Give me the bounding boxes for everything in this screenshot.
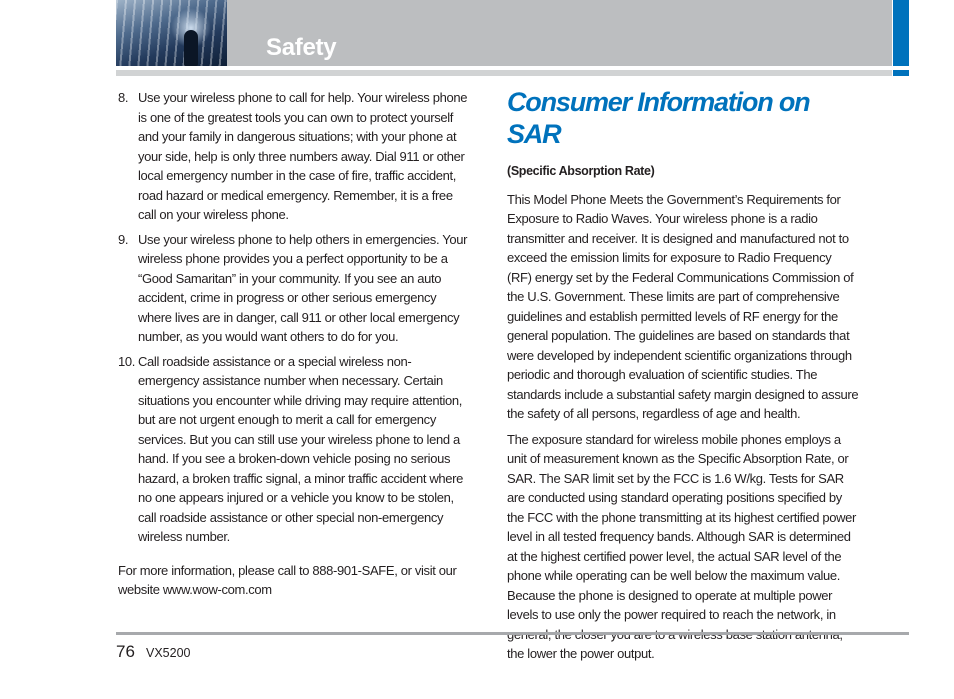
sar-paragraph: This Model Phone Meets the Government’s Requirements for Exposure to Radio Waves. Your wireless phone is a radio transmitter and receiver. It is designed and manufactured not to exceed the emission limits for exposure to Radio Frequency (RF) energy set by the Federal Communications Commission of the U.S. Government. These limits are part of comprehensive guidelines and establish permitted levels of RF energy for the general population. The guidelines are based on standards that were developed by independent scientific organizations through periodic and thorough evaluation of scientific studies. The standards include a substantial safety margin designed to assure the safety of all persons, regardless of age and health. — [507, 191, 859, 421]
model-name: VX5200 — [146, 646, 191, 660]
header-band — [116, 0, 892, 66]
sar-subheading: (Specific Absorption Rate) — [507, 164, 655, 178]
list-item-number: 10. — [118, 353, 136, 369]
header-divider — [116, 70, 892, 76]
list-item — [118, 352, 468, 547]
left-column — [118, 88, 468, 600]
right-column — [507, 86, 859, 670]
footer-divider — [116, 632, 909, 635]
blue-edge-tab — [893, 0, 909, 66]
section-title: Safety — [266, 34, 337, 61]
header-photo — [116, 0, 227, 66]
page-number: 76 — [116, 642, 135, 661]
list-item-text: Call roadside assistance or a special wireless non-emergency assistance number when necessary. Certain situations you encounter while driving may require attention, but are not urgent enough to merit a call for emergency services. But you can still use your wireless phone to lend a hand. If you see a broken-down vehicle posing no serious hazard, a broken traffic signal, a minor traffic accident where no one appears injured or a vehicle you know to be stolen, call roadside assistance or other special non-emergency wireless number. — [138, 353, 464, 544]
list-item-number: 9. — [118, 231, 129, 247]
sar-paragraph: The exposure standard for wireless mobile phones employs a unit of measurement known as the Specific Absorption Rate, or SAR. The SAR limit set by the FCC is 1.6 W/kg. Tests for SAR are conducted using standard operating positions specified by the FCC with the phone transmitting at its highest certified power level in all tested frequency bands. Although SAR is determined at the highest certified power level, the actual SAR level of the phone while operating can be well below the maximum value. Because the phone is designed to operate at multiple power levels to use only the power required to reach the network, in the lower the power output. — [507, 431, 857, 661]
list-item — [118, 88, 468, 225]
list-item — [118, 230, 468, 347]
list-item-number: 8. — [118, 90, 129, 105]
list-item-text: Use your wireless phone to help others in emergencies. Your wireless phone provides you a perfect opportunity to be a “Good Samaritan” in your community. If you see an auto accident, crime in progress or other serious emergency where lives are in danger, call 911 or other local emergency number, as you would want others to do for you. — [138, 231, 468, 344]
header-photo-figure — [184, 30, 198, 66]
sar-heading: Consumer Information on SAR — [507, 87, 810, 149]
more-info-note: For more information, please call to 888-901-SAFE, or visit our website www.wow-com.com — [118, 562, 457, 597]
list-item-text: Use your wireless phone to call for help. Your wireless phone is one of the greatest tools you can own to protect yourself and your family in dangerous situations; with your phone at your side, help is only three numbers away. Dial 911 or other local emergency number in the case of fire, traffic accident, road hazard or medical emergency. Remember, it is a free call on your wireless phone. — [138, 90, 468, 222]
blue-edge-tab-small — [893, 70, 909, 76]
